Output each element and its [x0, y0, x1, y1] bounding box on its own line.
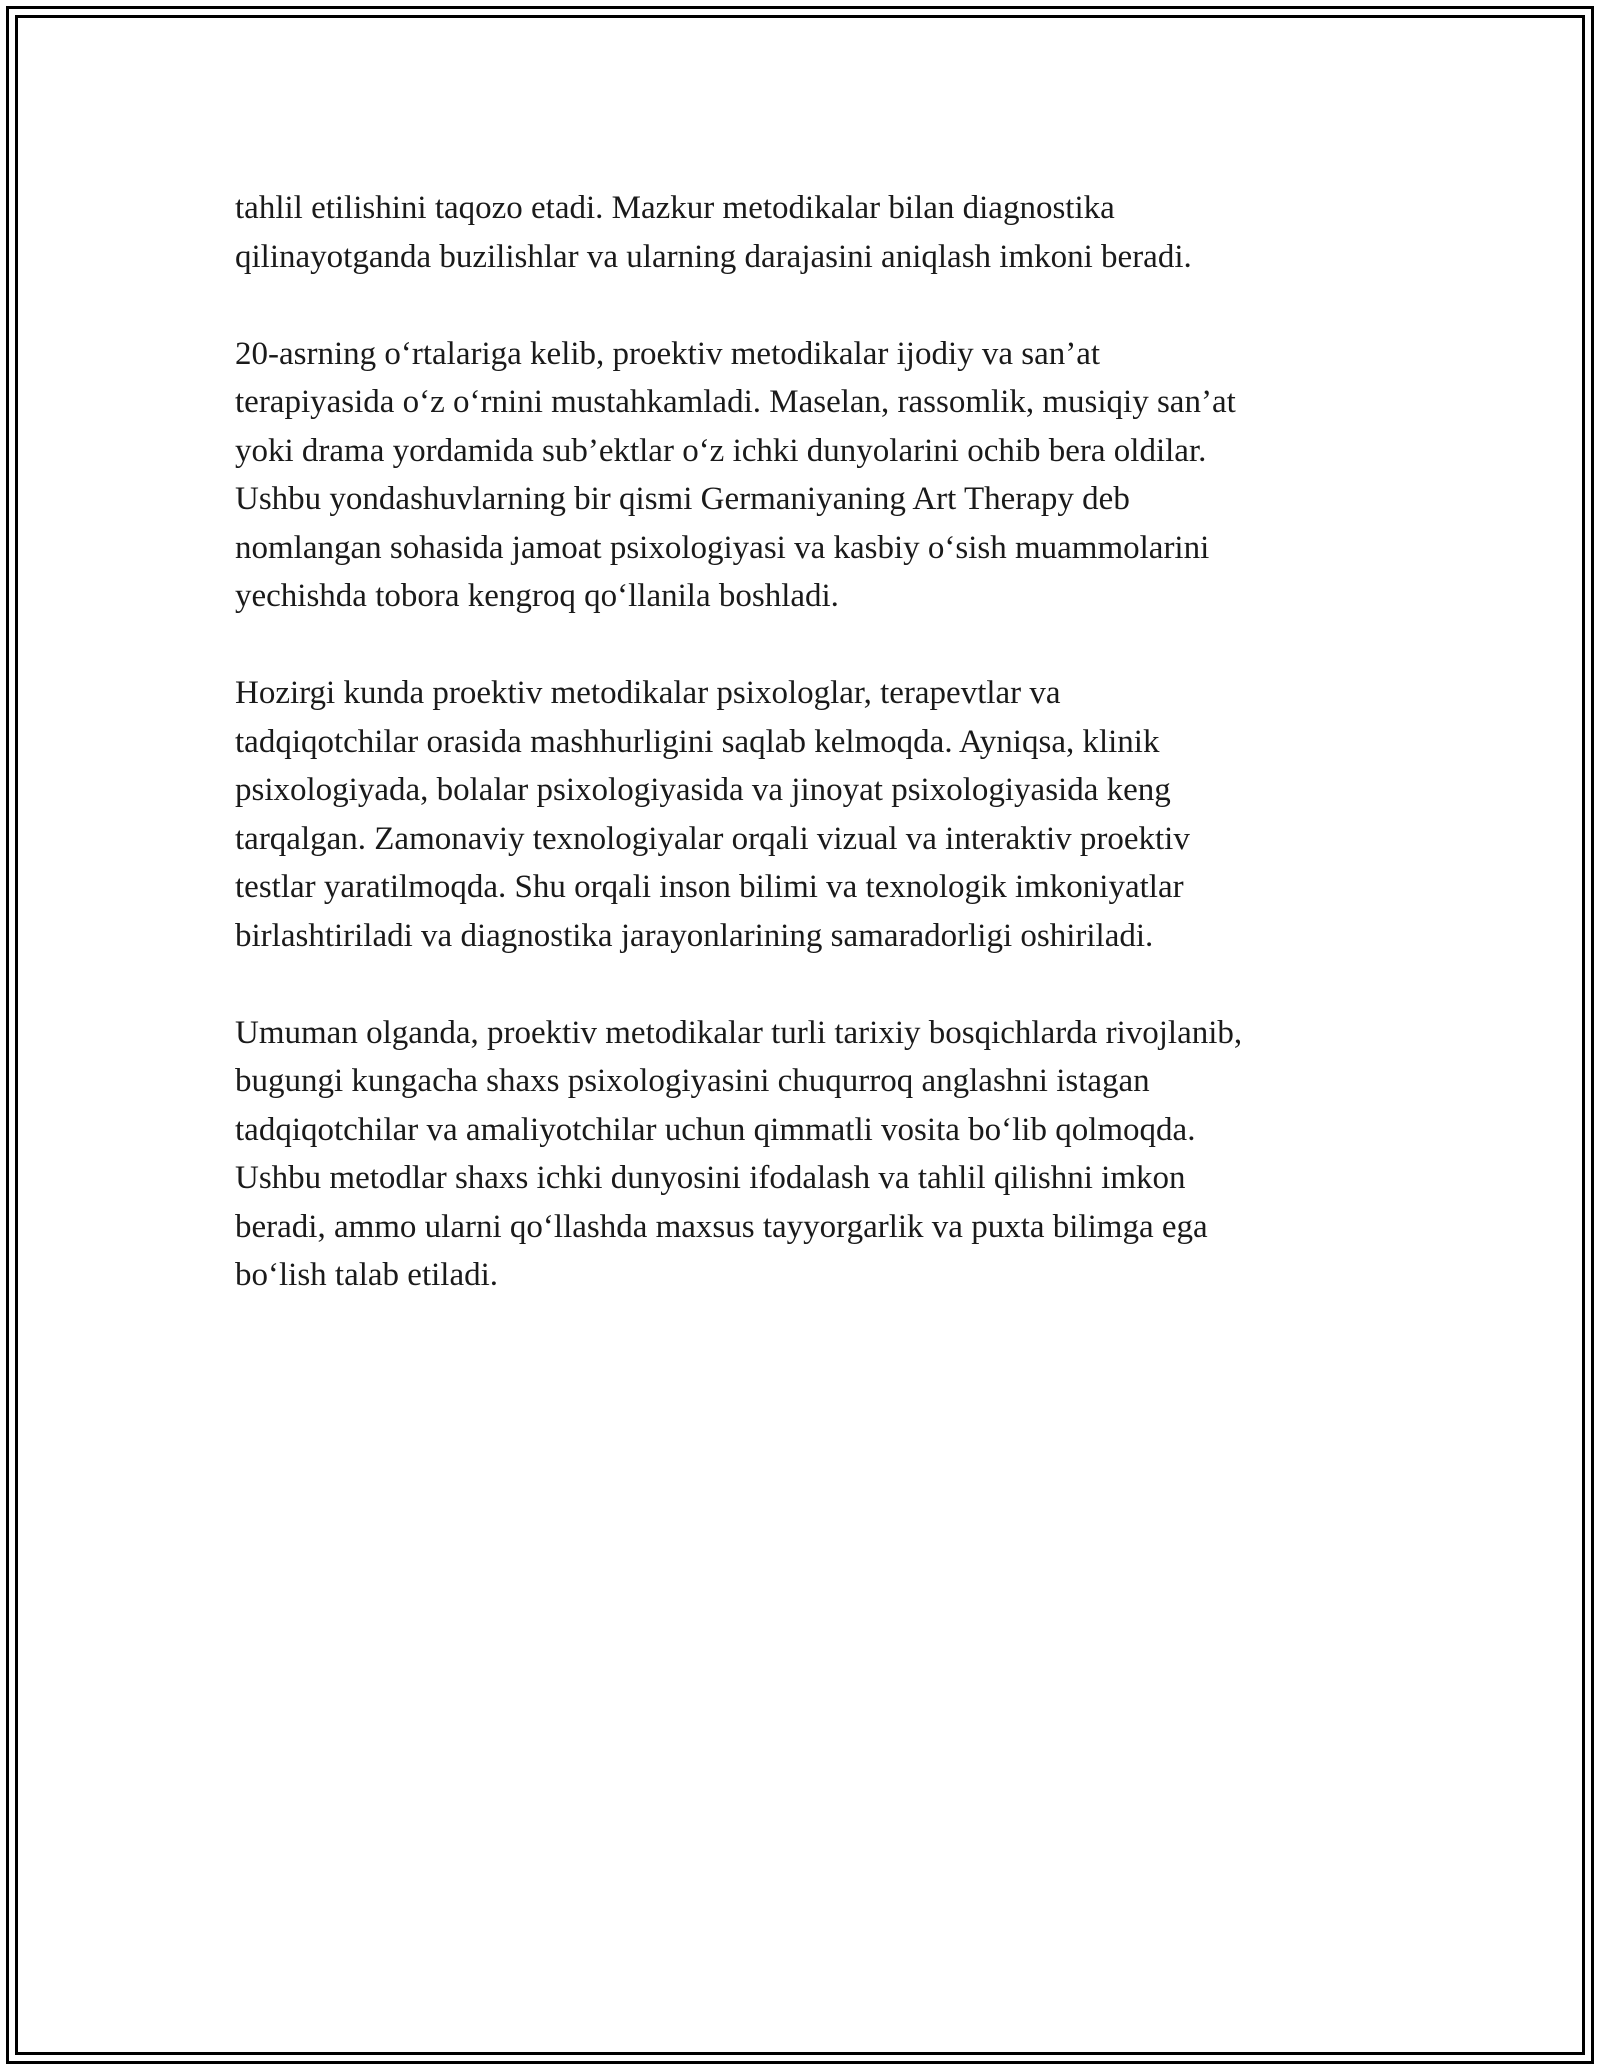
document-body	[235, 184, 1365, 1348]
paragraph-4: Umuman olganda, proektiv metodikalar turli tarixiy bosqichlarda rivojlanib, bugungi kungacha shaxs psixologiyasini chuqurroq anglashni istagan tadqiqotchilar va amaliyotchilar uchun qimmatli vosita bo‘lib qolmoqda. Ushbu metodlar shaxs ichki dunyosini ifodalash va tahlil qilishni imkon beradi, ammo ularni qo‘llashda maxsus tayyorgarlik va puxta bilimga ega bo‘lish talab etiladi.	[235, 1014, 1243, 1293]
paragraph-2: 20-asrning o‘rtalariga kelib, proektiv metodikalar ijodiy va san’at terapiyasida o‘z o‘rnini mustahkamladi. Maselan, rassomlik, musiqiy san’at yoki drama yordamida sub’ektlar o‘z ichki dunyolarini ochib bera oldilar. Ushbu yondashuvlarning bir qismi Germaniyaning Art Therapy deb nomlangan sohasida jamoat psixologiyasi va kasbiy o‘sish muammolarini yechishda tobora kengroq qo‘llanila boshladi.	[235, 335, 1236, 614]
paragraph-3: Hozirgi kunda proektiv metodikalar psixologlar, terapevtlar va tadqiqotchilar orasida mashhurligini saqlab kelmoqda. Ayniqsa, klinik psixologiyada, bolalar psixologiyasida va jinoyat psixologiyasida keng tarqalgan. Zamonaviy texnologiyalar orqali vizual va interaktiv proektiv testlar yaratilmoqda. Shu orqali inson bilimi va texnologik imkoniyatlar birlashtiriladi va diagnostika jarayonlarining samaradorligi oshiriladi.	[235, 675, 1190, 954]
paragraph-1: tahlil etilishini taqozo etadi. Mazkur metodikalar bilan diagnostika qilinayotganda buzilishlar va ularning darajasini aniqlash imkoni beradi.	[235, 190, 1192, 275]
